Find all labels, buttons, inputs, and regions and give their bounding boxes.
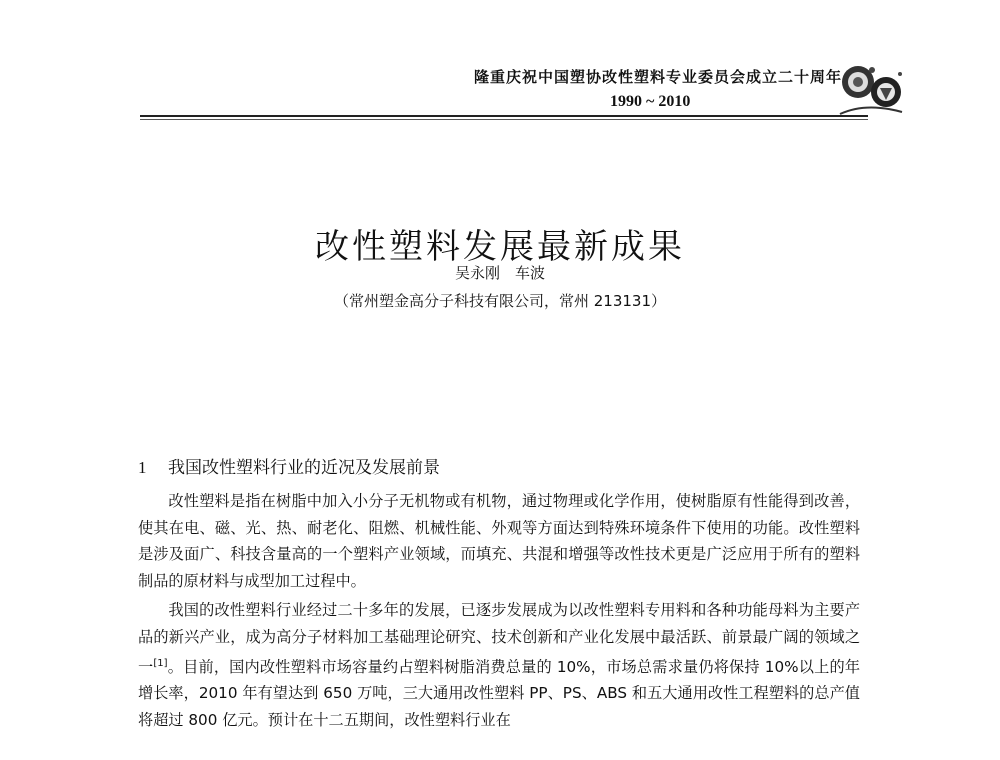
header-commemoration: 隆重庆祝中国塑协改性塑料专业委员会成立二十周年 bbox=[473, 68, 842, 86]
paragraph-2-part-a: 我国的改性塑料行业经过二十多年的发展，已逐步发展成为以改性塑料专用料和各种功能母料为主要产品的新兴产业，成为高分子材料加工基础理论研究、技术创新和产业化发展中最活跃、前景最广阔的领域之一 bbox=[138, 601, 860, 676]
paragraph-2-part-b: 。目前，国内改性塑料市场容量约占塑料树脂消费总量的 10%，市场总需求量仍将保持 10%以上的年增长率，2010 年有望达到 650 万吨，三大通用改性塑料 PP、PS、ABS 和五大通用改性工程塑料的总产值将超过 800 亿元。预计在十二五期间，改性塑料行业在 bbox=[138, 657, 861, 729]
article-authors: 吴永刚 车波 bbox=[454, 264, 545, 282]
article-title: 改性塑料发展最新成果 bbox=[315, 226, 685, 267]
header-years: 1990 ~ 2010 bbox=[610, 93, 691, 110]
paragraph-2 bbox=[138, 597, 860, 733]
committee-emblem-icon bbox=[836, 58, 906, 122]
paragraph-1: 改性塑料是指在树脂中加入小分子无机物或有机物，通过物理或化学作用，使树脂原有性能得到改善，使其在电、磁、光、热、耐老化、阻燃、机械性能、外观等方面达到特殊环境条件下使用的功能。改性塑料是涉及面广、科技含量高的一个塑料产业领域，而填充、共混和增强等改性技术更是广泛应用于所有的塑料制品的原材料与成型加工过程中。 bbox=[138, 492, 860, 590]
article-affiliation: （常州塑金高分子科技有限公司，常州 213131） bbox=[333, 292, 667, 310]
header-rule bbox=[140, 115, 868, 117]
body-text bbox=[138, 488, 860, 736]
section-number: 1 bbox=[138, 458, 147, 477]
citation-ref[interactable]: [1] bbox=[153, 657, 168, 669]
section-heading bbox=[138, 453, 440, 478]
header-rule-thin bbox=[140, 119, 868, 120]
section-title: 我国改性塑料行业的近况及发展前景 bbox=[168, 458, 440, 478]
